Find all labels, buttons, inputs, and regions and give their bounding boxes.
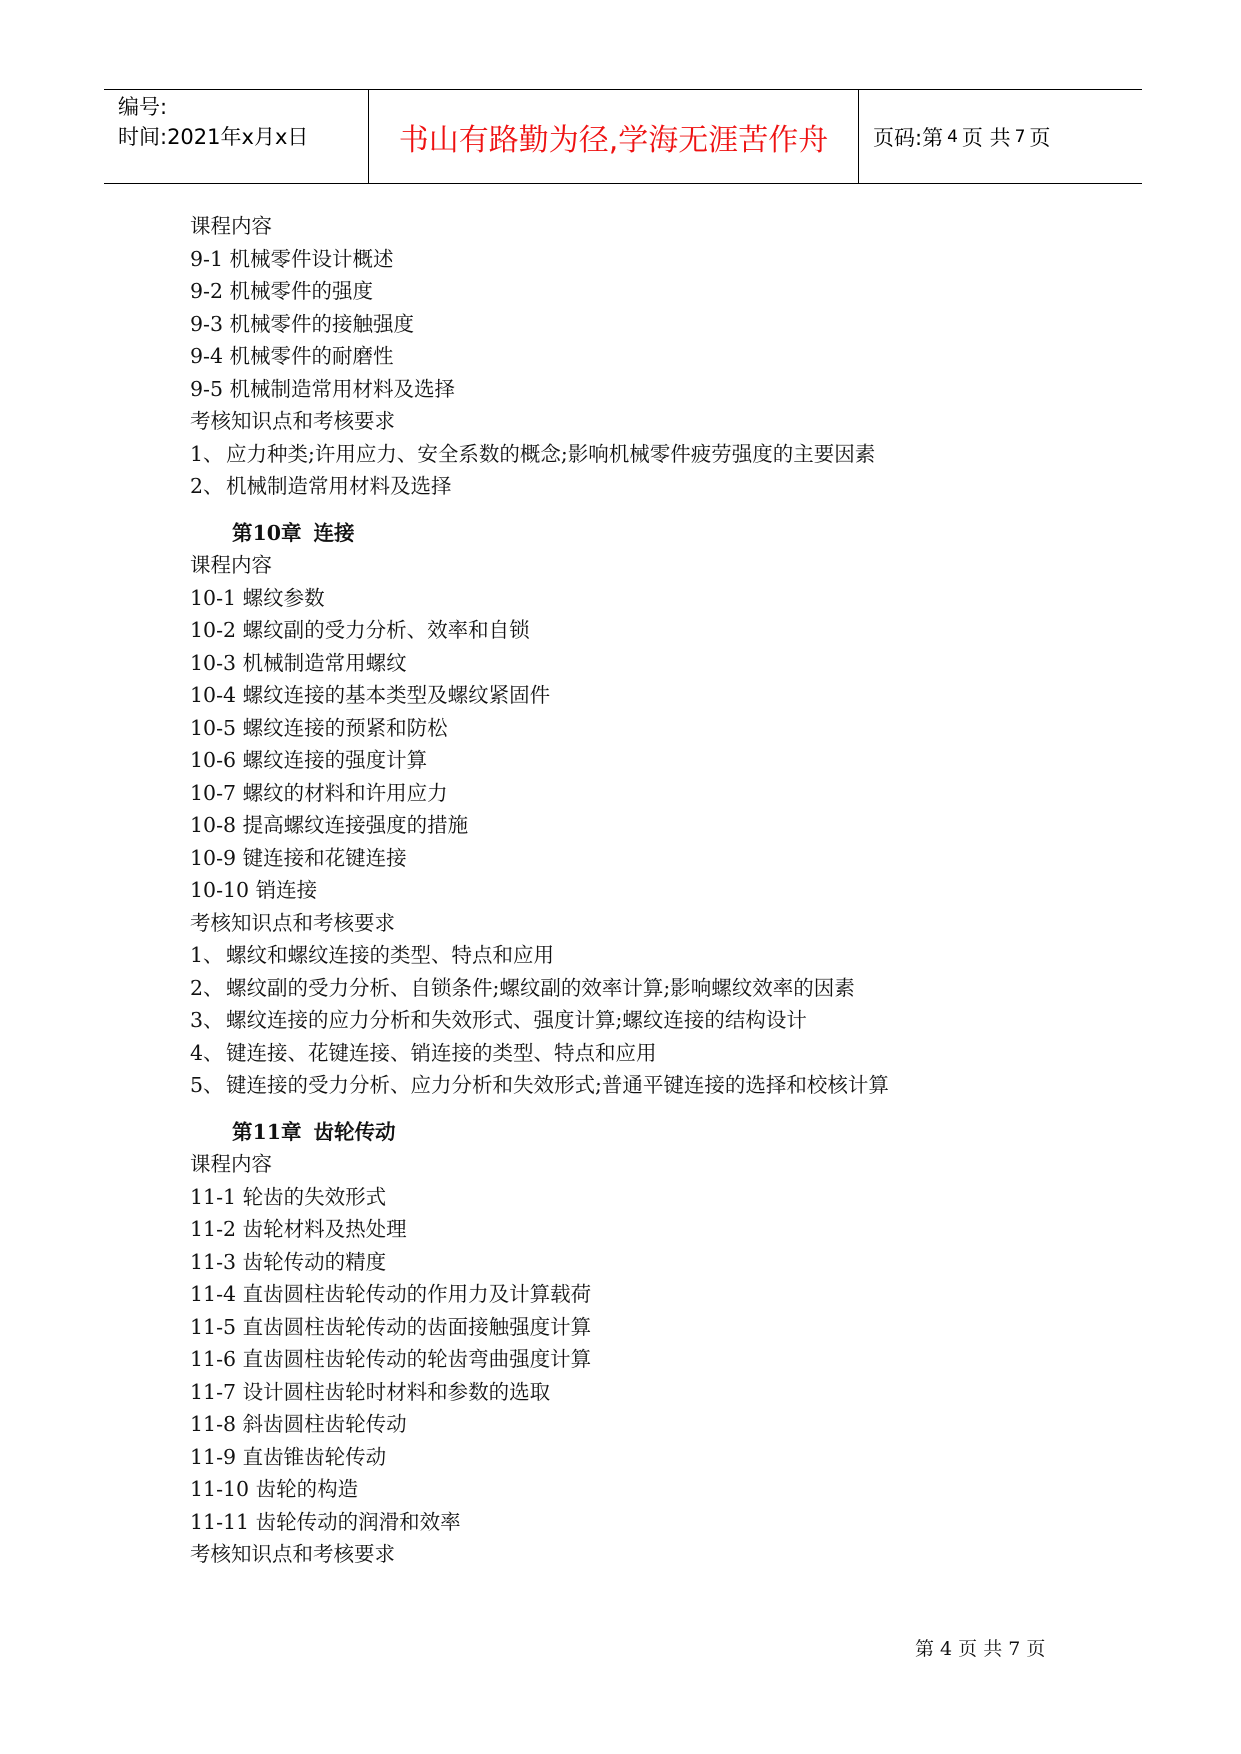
page-footer: 第 4 页 共 7 页 — [915, 1638, 1046, 1660]
chapter-heading — [190, 1116, 1090, 1149]
header-motto: 书山有路勤为径,学海无涯苦作舟 — [369, 90, 859, 183]
requirement-text: 键连接、花键连接、销连接的类型、特点和应用 — [226, 1040, 657, 1065]
requirement-item — [190, 939, 1090, 972]
list-item: 10-9 键连接和花键连接 — [190, 845, 407, 870]
requirement-number: 5、 — [190, 1073, 224, 1097]
requirement-text: 键连接的受力分析、应力分析和失效形式;普通平键连接的选择和校核计算 — [226, 1073, 889, 1097]
requirements-label: 考核知识点和考核要求 — [190, 409, 395, 433]
requirement-text: 螺纹和螺纹连接的类型、特点和应用 — [226, 943, 554, 967]
list-item: 10-4 螺纹连接的基本类型及螺纹紧固件 — [190, 683, 551, 707]
document-time-label: 时间:2021年x月x日 — [118, 125, 309, 149]
requirement-text: 螺纹副的受力分析、自锁条件;螺纹副的效率计算;影响螺纹效率的因素 — [226, 975, 855, 1000]
page-total: 7 — [1014, 126, 1026, 147]
list-item: 10-2 螺纹副的受力分析、效率和自锁 — [190, 618, 530, 642]
list-item: 11-4 直齿圆柱齿轮传动的作用力及计算载荷 — [190, 1282, 592, 1306]
page-suffix: 页 — [1029, 125, 1051, 150]
list-item: 9-5 机械制造常用材料及选择 — [190, 376, 456, 401]
list-item: 11-3 齿轮传动的精度 — [190, 1249, 387, 1274]
list-item: 11-9 直齿锥齿轮传动 — [190, 1444, 387, 1469]
list-item: 11-10 齿轮的构造 — [190, 1477, 359, 1501]
requirements-label: 考核知识点和考核要求 — [190, 910, 395, 935]
list-item: 10-6 螺纹连接的强度计算 — [190, 748, 428, 772]
requirement-item — [190, 470, 1090, 503]
list-item: 9-4 机械零件的耐磨性 — [190, 344, 394, 368]
page-prefix: 页码:第 — [873, 125, 944, 150]
list-item: 11-6 直齿圆柱齿轮传动的轮齿弯曲强度计算 — [190, 1347, 592, 1371]
page-current: 4 — [947, 126, 958, 147]
requirements-label: 考核知识点和考核要求 — [190, 1542, 395, 1566]
requirement-number: 1、 — [190, 943, 224, 967]
requirement-number: 2、 — [190, 975, 224, 1000]
chapter-title: 齿轮传动 — [313, 1119, 396, 1144]
course-content-label: 课程内容 — [190, 553, 272, 577]
list-item: 11-1 轮齿的失效形式 — [190, 1184, 387, 1209]
list-item: 11-11 齿轮传动的润滑和效率 — [190, 1509, 461, 1534]
list-item: 10-10 销连接 — [190, 878, 318, 902]
document-body — [190, 210, 1090, 1571]
list-item: 11-2 齿轮材料及热处理 — [190, 1217, 407, 1241]
requirement-number: 3、 — [190, 1008, 224, 1032]
page-header — [104, 89, 1142, 184]
requirement-item — [190, 972, 1090, 1005]
chapter-number: 第11章 — [232, 1119, 302, 1144]
requirement-item — [190, 1069, 1090, 1102]
list-item: 11-5 直齿圆柱齿轮传动的齿面接触强度计算 — [190, 1314, 592, 1339]
requirement-text: 机械制造常用材料及选择 — [226, 474, 452, 498]
list-item: 10-5 螺纹连接的预紧和防松 — [190, 715, 448, 740]
page-mid: 页 共 — [961, 125, 1011, 150]
header-left-cell — [104, 90, 369, 183]
list-item: 10-8 提高螺纹连接强度的措施 — [190, 813, 469, 837]
list-item: 11-8 斜齿圆柱齿轮传动 — [190, 1412, 407, 1436]
requirement-item — [190, 438, 1090, 471]
list-item: 10-7 螺纹的材料和许用应力 — [190, 780, 448, 805]
list-item: 10-1 螺纹参数 — [190, 585, 325, 610]
course-content-label: 课程内容 — [190, 214, 272, 238]
list-item: 9-2 机械零件的强度 — [190, 279, 374, 303]
chapter-heading — [190, 517, 1090, 550]
requirement-text: 应力种类;许用应力、安全系数的概念;影响机械零件疲劳强度的主要因素 — [226, 441, 876, 466]
requirement-number: 2、 — [190, 474, 224, 498]
document-number-label: 编号: — [118, 95, 168, 119]
chapter-number: 第10章 — [232, 520, 302, 545]
list-item: 10-3 机械制造常用螺纹 — [190, 650, 407, 675]
chapter-title: 连接 — [313, 520, 355, 545]
header-page-info — [859, 90, 1142, 183]
requirement-item — [190, 1004, 1090, 1037]
list-item: 11-7 设计圆柱齿轮时材料和参数的选取 — [190, 1379, 551, 1404]
course-content-label: 课程内容 — [190, 1152, 272, 1176]
list-item: 9-1 机械零件设计概述 — [190, 246, 394, 271]
requirement-number: 1、 — [190, 441, 224, 466]
requirement-number: 4、 — [190, 1040, 224, 1065]
requirement-item — [190, 1037, 1090, 1070]
list-item: 9-3 机械零件的接触强度 — [190, 311, 415, 336]
requirement-text: 螺纹连接的应力分析和失效形式、强度计算;螺纹连接的结构设计 — [226, 1008, 807, 1032]
